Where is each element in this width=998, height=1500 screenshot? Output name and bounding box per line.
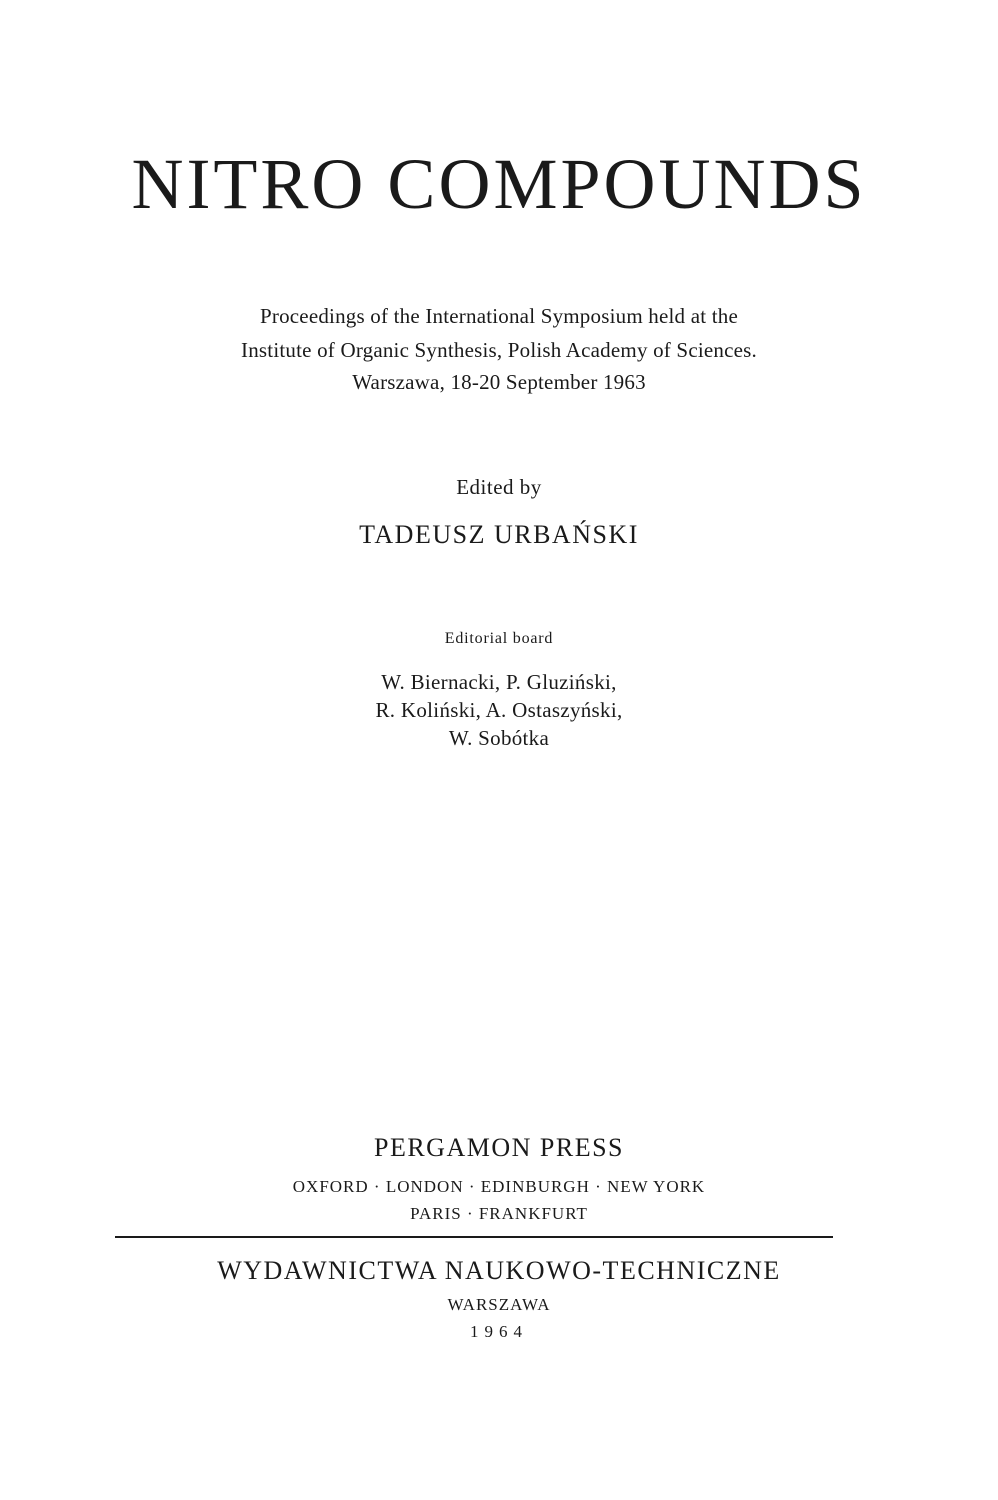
co-publisher-city: WARSZAWA xyxy=(447,1295,551,1314)
publisher-name: PERGAMON PRESS xyxy=(373,1133,624,1162)
co-publisher-name: WYDAWNICTWA NAUKOWO-TECHNICZNE xyxy=(217,1256,781,1285)
editorial-board-line: W. Sobótka xyxy=(448,726,550,750)
divider-rule xyxy=(115,1236,833,1238)
publisher-cities-line-2: PARIS · FRANKFURT xyxy=(410,1204,588,1223)
proceedings-line-3: Warszawa, 18-20 September 1963 xyxy=(352,370,646,394)
proceedings-line-1: Proceedings of the International Symposium held at the xyxy=(260,304,738,328)
editorial-board-line: R. Koliński, A. Ostaszyński, xyxy=(375,698,623,722)
publisher-cities-line-1: OXFORD · LONDON · EDINBURGH · NEW YORK xyxy=(292,1177,706,1196)
publication-year: 1964 xyxy=(470,1322,528,1341)
book-title: NITRO COMPOUNDS xyxy=(131,144,867,224)
edited-by-label: Edited by xyxy=(456,475,542,499)
editorial-board-line: W. Biernacki, P. Gluziński, xyxy=(381,670,617,694)
editorial-board-heading: Editorial board xyxy=(444,630,554,647)
proceedings-line-2: Institute of Organic Synthesis, Polish Academy of Sciences. xyxy=(241,338,757,362)
editor-name: TADEUSZ URBAŃSKI xyxy=(359,520,639,549)
